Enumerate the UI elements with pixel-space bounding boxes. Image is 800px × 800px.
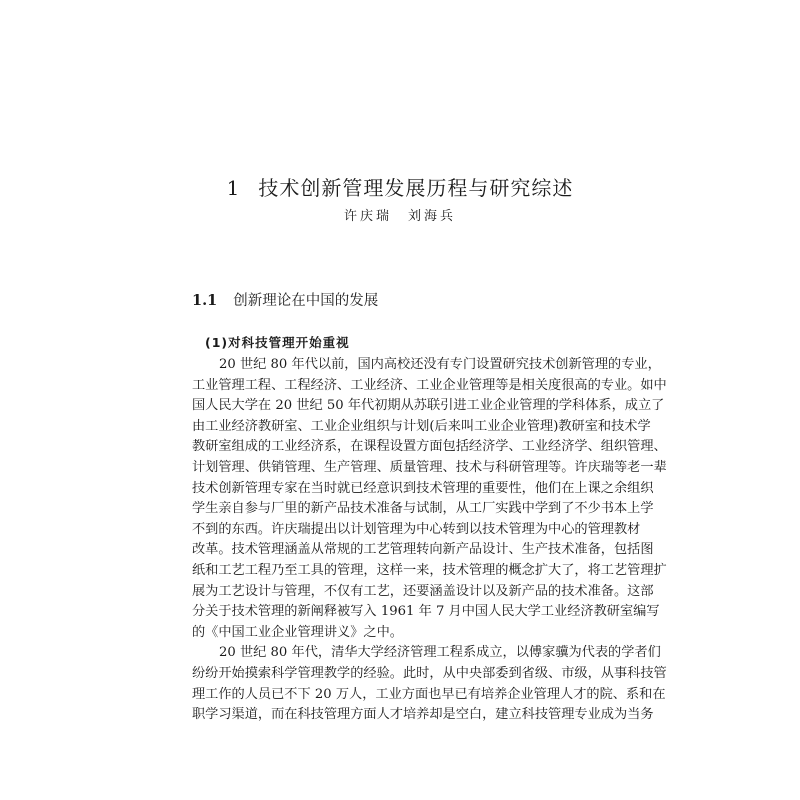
paragraph-line: 改革。技术管理涵盖从常规的工艺管理转向新产品设计、生产技术准备，包括图	[192, 542, 654, 558]
paragraph-line: 学生亲自参与厂里的新产品技术准备与试制，从工厂实践中学到了不少书本上学	[192, 501, 654, 517]
section-title: 创新理论在中国的发展	[233, 293, 379, 309]
paragraph-line: 理工作的人员已不下 20 万人，工业方面也早已有培养企业管理人才的院、系和在	[192, 686, 666, 702]
authors	[0, 205, 800, 224]
chapter-title-text: 技术创新管理发展历程与研究综述	[258, 176, 574, 200]
paragraph-line: 技术创新管理专家在当时就已经意识到技术管理的重要性，他们在上课之余组织	[192, 480, 654, 496]
paragraph-line: 展为工艺设计与管理，不仅有工艺，还要涵盖设计以及新产品的技术准备。这部	[192, 583, 654, 599]
chapter-number: 1	[226, 176, 241, 200]
author: 许庆瑞	[343, 209, 392, 224]
paragraph-line: 计划管理、供销管理、生产管理、质量管理、技术与科研管理等。许庆瑞等老一辈	[192, 459, 667, 475]
paragraph-line: 的《中国工业企业管理讲义》之中。	[192, 624, 403, 640]
section-number: 1.1	[192, 292, 218, 309]
paragraph-line: 工业管理工程、工程经济、工业经济、工业企业管理等是相关度很高的专业。如中	[192, 377, 667, 393]
body-text	[192, 355, 667, 726]
paragraph-line: 纸和工艺工程乃至工具的管理，这样一来，技术管理的概念扩大了，将工艺管理扩	[192, 562, 667, 578]
paragraph-line: 由工业经济教研室、工业企业组织与计划(后来叫工业企业管理)教研室和技术学	[192, 418, 651, 434]
author: 刘海兵	[408, 209, 457, 224]
paragraph-line: 纷纷开始摸索科学管理教学的经验。此时，从中央部委到省级、市级，从事科技管	[192, 665, 667, 681]
paragraph-line: 不到的东西。许庆瑞提出以计划管理为中心转到以技术管理为中心的管理教材	[192, 521, 641, 537]
paragraph-line: 国人民大学在 20 世纪 50 年代初期从苏联引进工业企业管理的学科体系，成立了	[192, 398, 665, 414]
paragraph-line: 20 世纪 80 年代，清华大学经济管理工程系成立，以傅家骥为代表的学者们	[219, 645, 661, 661]
subsection-heading: (1)对科技管理开始重视	[205, 335, 350, 350]
section-heading	[192, 289, 378, 310]
chapter-title	[0, 172, 800, 201]
paragraph-line: 教研室组成的工业经济系，在课程设置方面包括经济学、工业经济学、组织管理、	[192, 439, 667, 455]
paragraph-line: 分关于技术管理的新阐释被写入 1961 年 7 月中国人民大学工业经济教研室编写	[192, 604, 660, 620]
paragraph-line: 20 世纪 80 年代以前，国内高校还没有专门设置研究技术创新管理的专业，	[219, 357, 661, 372]
paragraph-line: 职学习渠道，而在科技管理方面人才培养却是空白，建立科技管理专业成为当务	[192, 707, 654, 723]
